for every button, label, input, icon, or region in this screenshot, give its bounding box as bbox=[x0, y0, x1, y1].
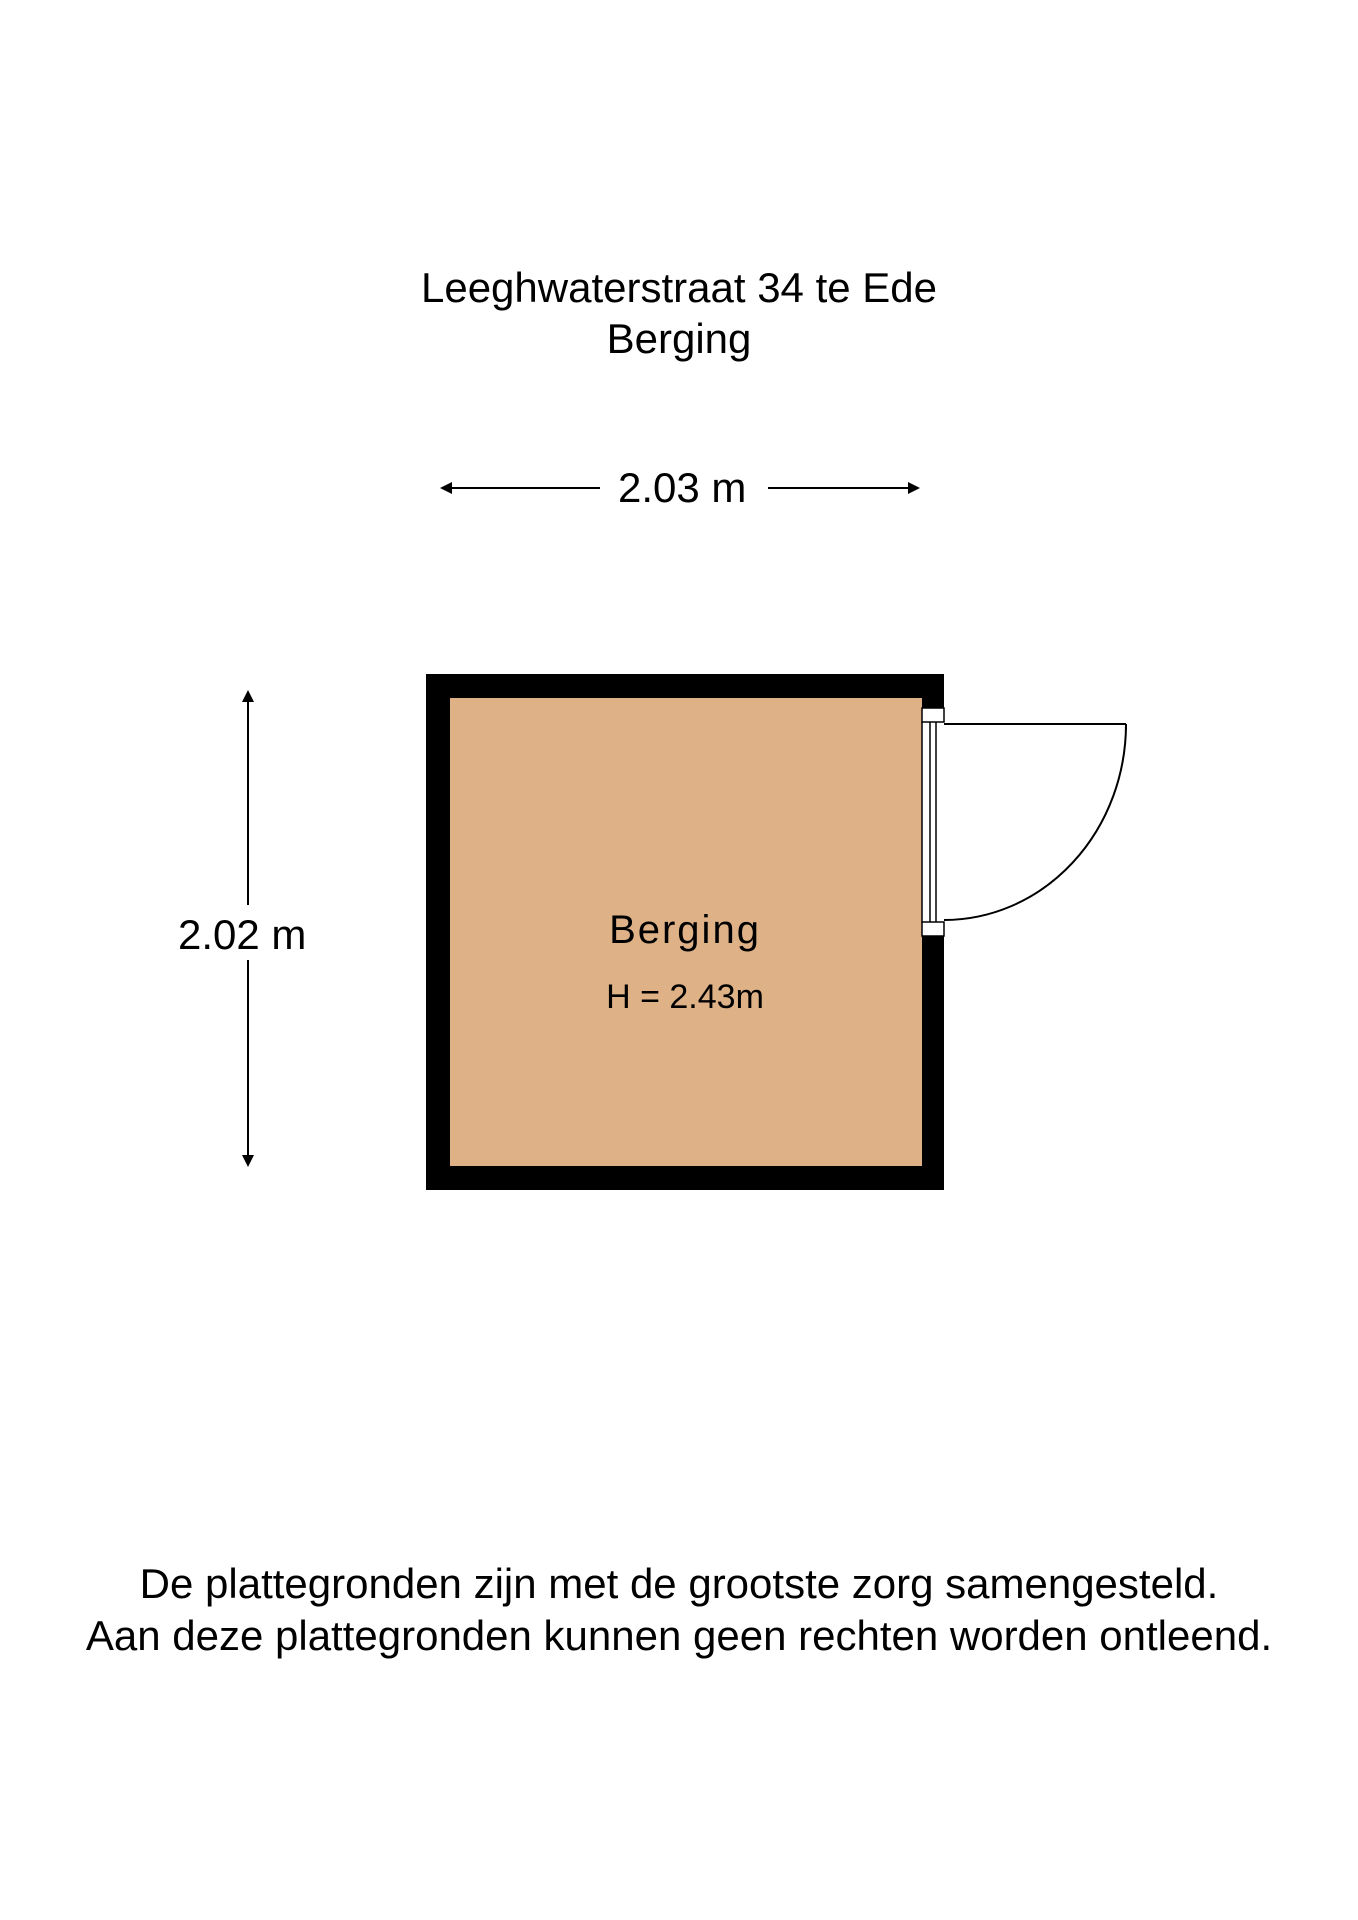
address-title: Leeghwaterstraat 34 te Ede bbox=[420, 264, 938, 311]
floor-title: Berging bbox=[606, 315, 752, 362]
disclaimer-line-2: Aan deze plattegronden kunnen geen rechten worden ontleend. bbox=[85, 1612, 1273, 1659]
disclaimer-line-1: De plattegronden zijn met de grootste zorg samengesteld. bbox=[139, 1560, 1219, 1607]
height-dimension-label: 2.02 m bbox=[170, 910, 314, 960]
room-height-label: H = 2.43m bbox=[606, 978, 764, 1016]
room-name-label: Berging bbox=[609, 908, 761, 952]
door-opening bbox=[922, 708, 944, 936]
door-swing bbox=[944, 724, 1126, 920]
width-dimension-label: 2.03 m bbox=[610, 463, 754, 513]
